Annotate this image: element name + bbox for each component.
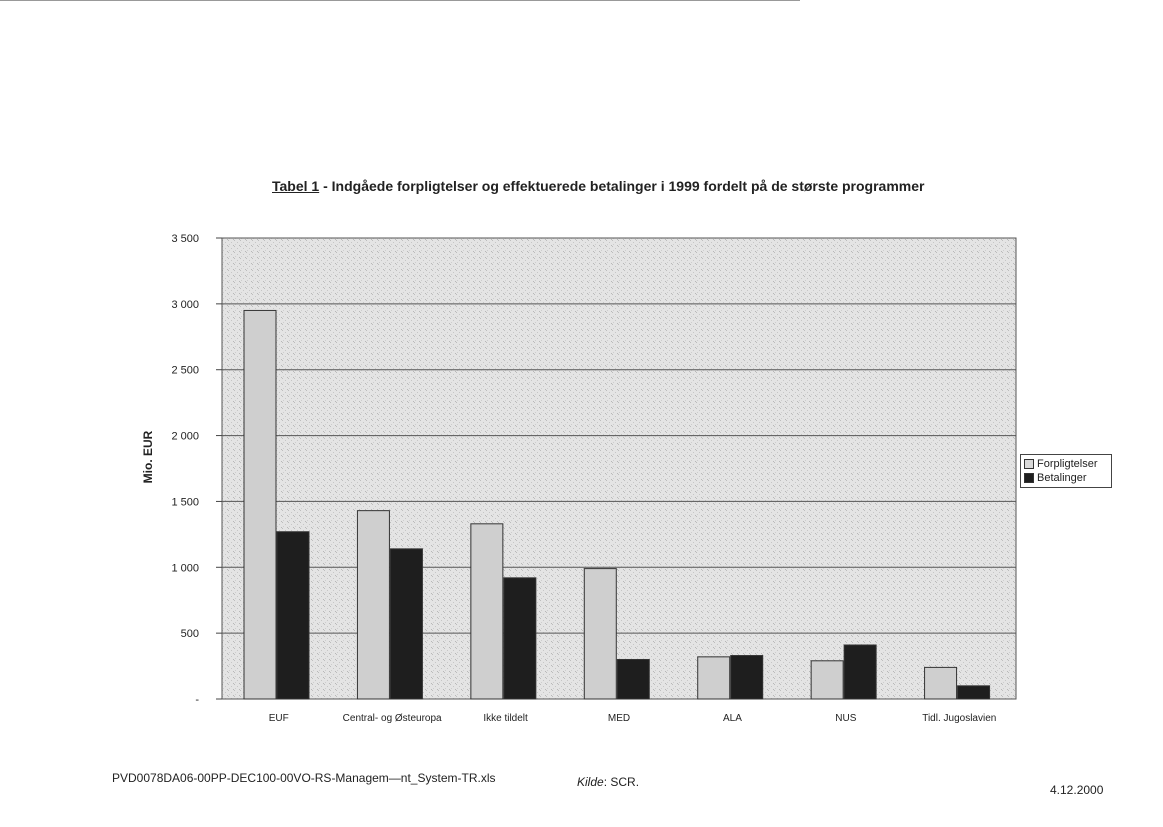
bar-betalinger-ikke-tildelt bbox=[504, 578, 536, 699]
footer-date: 4.12.2000 bbox=[1050, 783, 1104, 797]
plot-area bbox=[222, 238, 1016, 699]
y-tick-label-0: - bbox=[195, 694, 199, 706]
y-tick-label-3500: 3 500 bbox=[171, 233, 199, 245]
bar-forpligtelser-ikke-tildelt bbox=[471, 524, 503, 699]
legend bbox=[1020, 454, 1112, 488]
footer-source bbox=[577, 775, 639, 789]
bar-forpligtelser-euf bbox=[244, 310, 276, 699]
y-tick-label-500: 500 bbox=[180, 628, 199, 641]
y-axis-label: Mio. EUR bbox=[141, 430, 155, 484]
y-tick-label-1500: 1 500 bbox=[171, 496, 199, 509]
y-tick-label-1000: 1 000 bbox=[171, 562, 199, 575]
bar-betalinger-central-og-osteuropa bbox=[390, 549, 422, 699]
legend-swatch-betalinger bbox=[1024, 473, 1034, 483]
bar-betalinger-euf bbox=[277, 532, 309, 699]
legend-item-betalinger bbox=[1024, 471, 1108, 485]
y-tick-label-2000: 2 000 bbox=[171, 430, 199, 443]
legend-swatch-forpligtelser bbox=[1024, 459, 1034, 469]
legend-label-betalinger: Betalinger bbox=[1037, 472, 1087, 484]
x-tick-label-euf: EUF bbox=[268, 713, 289, 724]
bar-forpligtelser-central-og-osteuropa bbox=[357, 511, 389, 699]
y-tick-label-2500: 2 500 bbox=[171, 364, 199, 377]
footer-filename: PVD0078DA06-00PP-DEC100-00VO-RS-Managem—nt_System-TR.xls bbox=[112, 771, 496, 785]
x-axis bbox=[269, 713, 997, 724]
footer-source-value: : SCR. bbox=[603, 775, 640, 789]
y-axis bbox=[171, 233, 222, 706]
bar-forpligtelser-med bbox=[584, 569, 616, 699]
bar-forpligtelser-nus bbox=[811, 661, 843, 699]
chart-title-label: Tabel 1 bbox=[272, 178, 320, 194]
legend-item-forpligtelser bbox=[1024, 457, 1108, 471]
bar-forpligtelser-tidl-jugoslavien bbox=[925, 667, 957, 699]
bar-betalinger-ala bbox=[731, 656, 763, 699]
bar-betalinger-tidl-jugoslavien bbox=[958, 686, 990, 699]
y-tick-label-3000: 3 000 bbox=[171, 298, 199, 311]
x-tick-label-med: MED bbox=[607, 713, 631, 724]
x-tick-label-tidl-jugoslavien: Tidl. Jugoslavien bbox=[922, 713, 997, 724]
x-tick-label-ala: ALA bbox=[722, 713, 742, 724]
bar-betalinger-med bbox=[617, 659, 649, 699]
x-tick-label-ikke-tildelt: Ikke tildelt bbox=[483, 713, 528, 724]
chart-title-text: - Indgåede forpligtelser og effektuerede betalinger i 1999 fordelt på de største programmer bbox=[319, 178, 925, 194]
x-tick-label-central-og-osteuropa: Central- og Østeuropa bbox=[342, 713, 442, 724]
x-tick-label-nus: NUS bbox=[835, 713, 857, 724]
bar-forpligtelser-ala bbox=[698, 657, 730, 699]
bar-betalinger-nus bbox=[844, 645, 876, 699]
footer-source-label: Kilde bbox=[577, 775, 604, 789]
legend-label-forpligtelser: Forpligtelser bbox=[1037, 458, 1098, 470]
